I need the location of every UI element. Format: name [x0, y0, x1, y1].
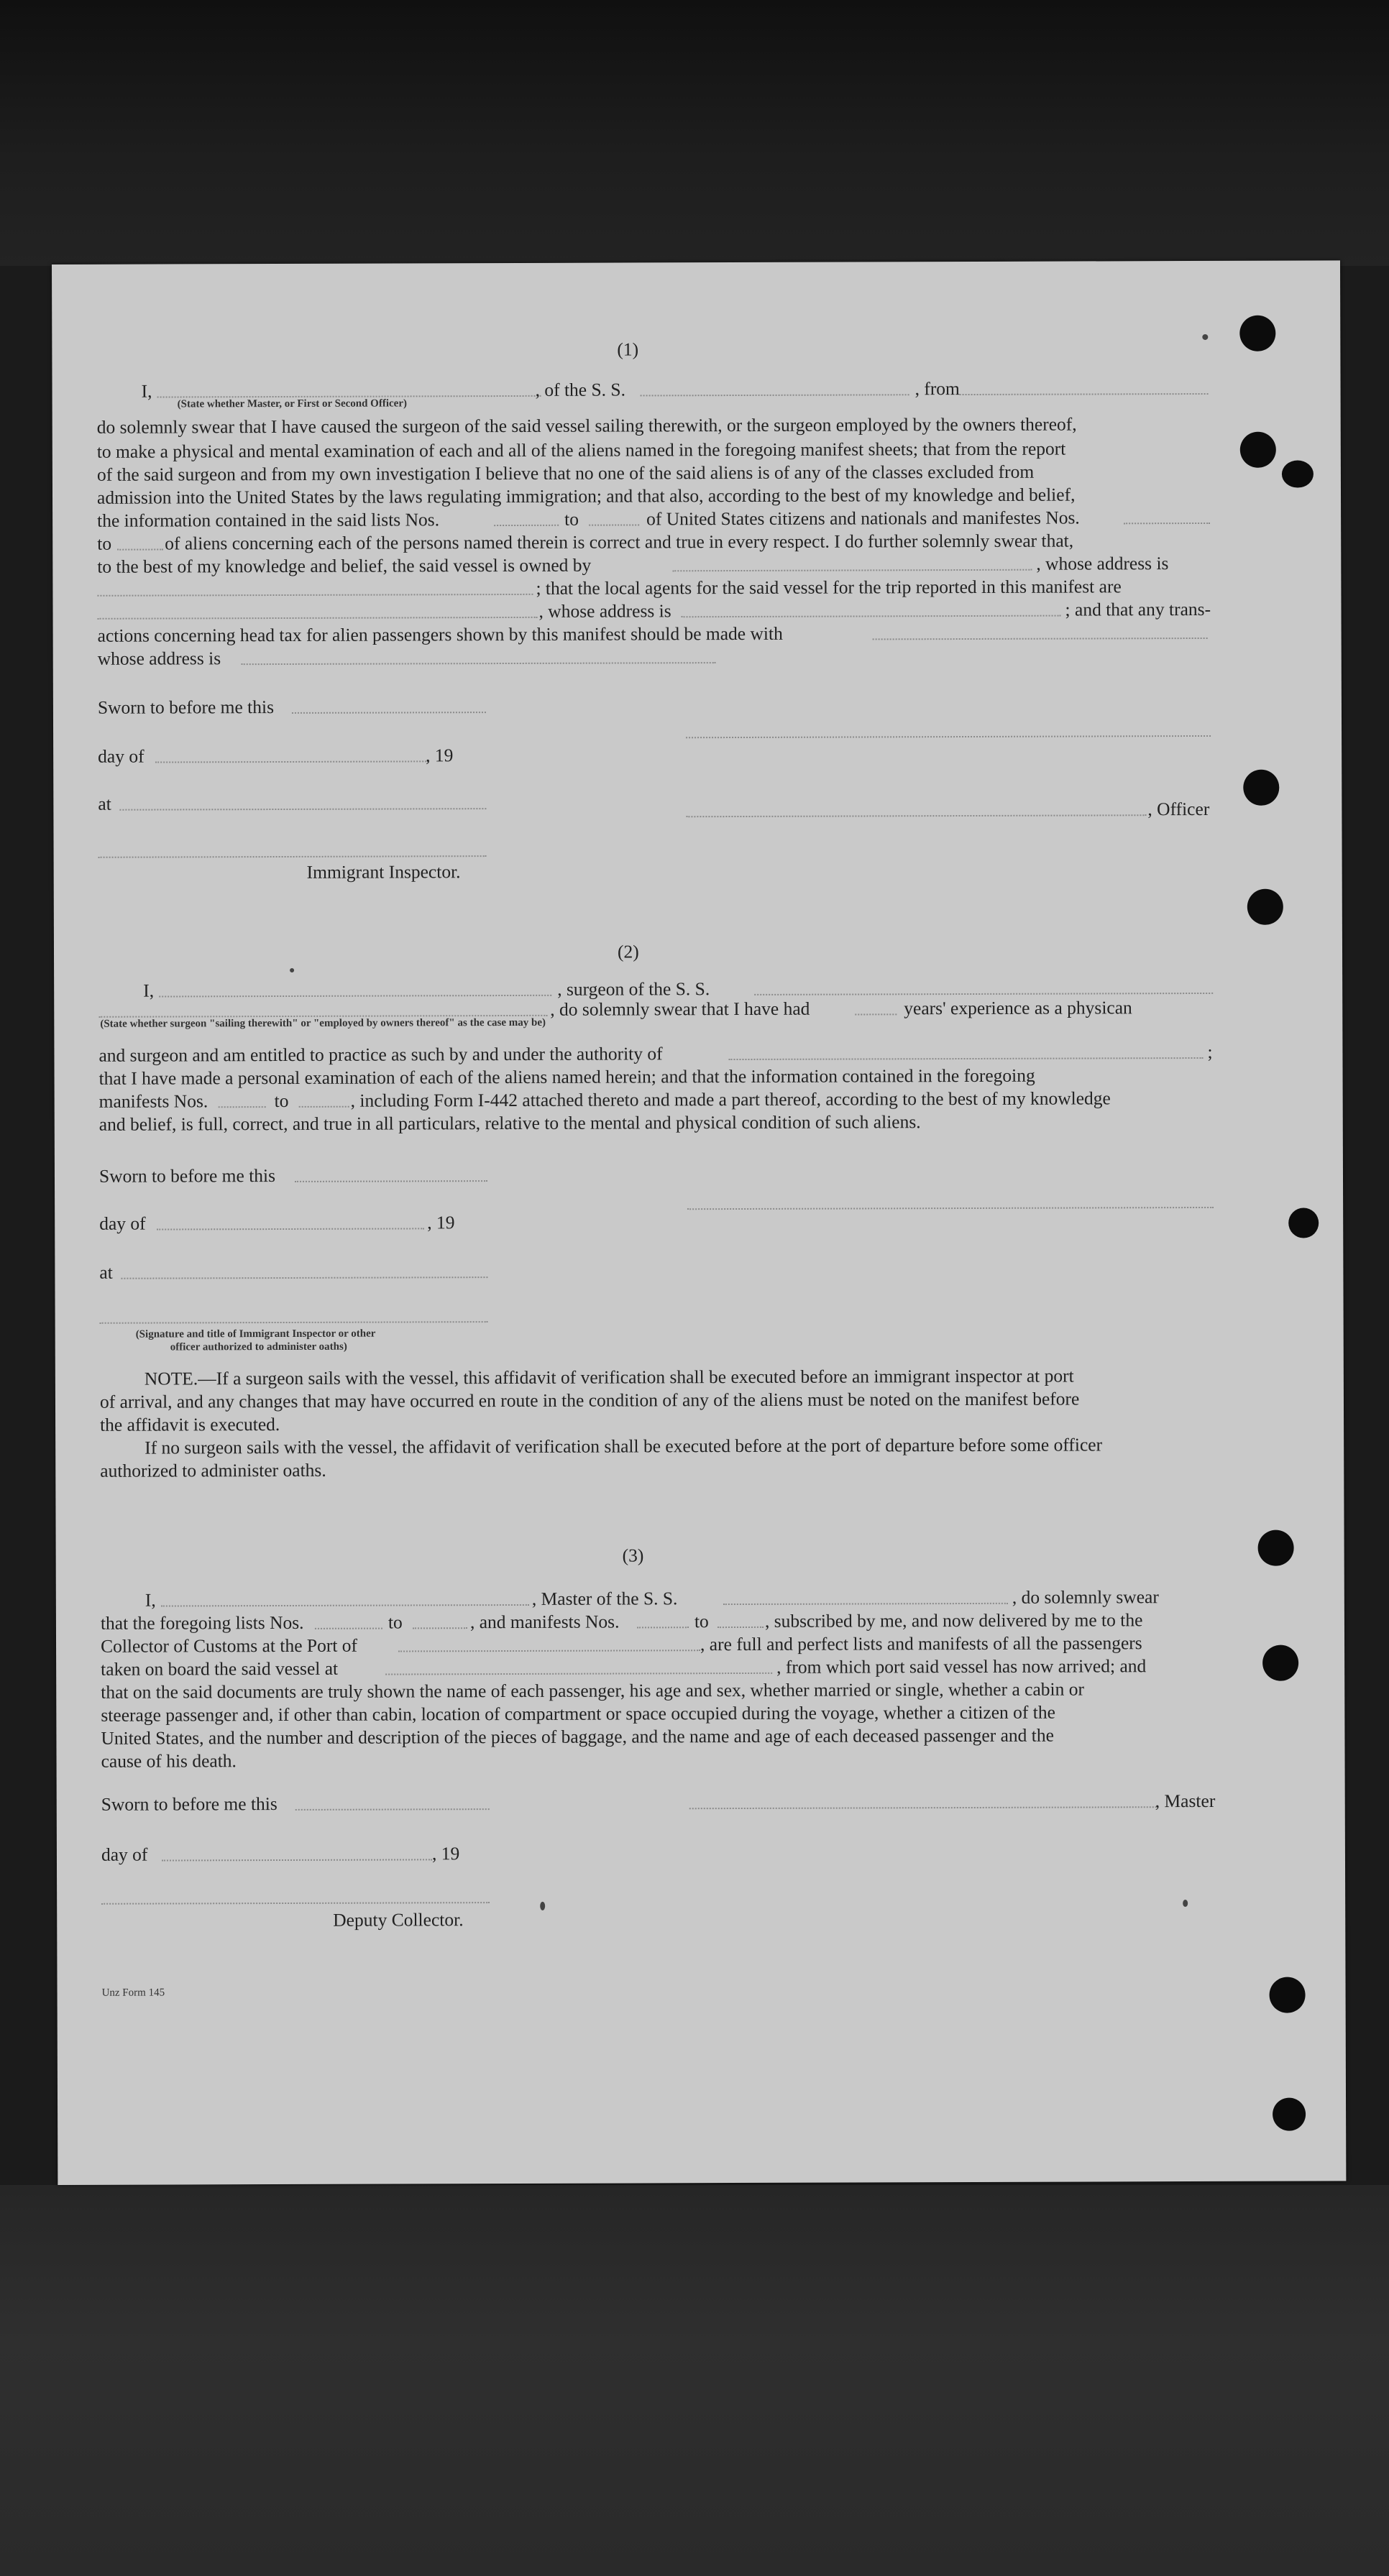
punch-hole-icon — [1282, 460, 1314, 487]
punch-hole-icon — [1247, 889, 1283, 925]
surgeon-note: the affidavit is executed. — [100, 1414, 280, 1435]
oath-3-body: cause of his death. — [101, 1750, 237, 1772]
oath-3-body: that on the said documents are truly shown the name of each passenger, his age and sex, whether married or single, whether a cabin or — [101, 1678, 1085, 1703]
blank-line — [295, 1180, 487, 1182]
oath-1-address-label: , whose address is — [538, 600, 671, 622]
blank-line — [242, 662, 716, 665]
oath-3-collector-label: Deputy Collector. — [333, 1909, 464, 1931]
oath-2-body: , do solemnly swear that I have had — [550, 998, 810, 1020]
scan-border-top — [0, 0, 1389, 266]
oath-3-body: , and manifests Nos. — [469, 1611, 620, 1633]
oath-2-signature-caption: officer authorized to administer oaths) — [170, 1340, 347, 1353]
blank-line — [728, 1057, 1203, 1060]
oath-1-body: admission into the United States by the laws regulating immigration; and that also, according to the best of my knowledge and belief, — [96, 484, 1076, 508]
oath-1-from-label: , from — [914, 378, 960, 400]
oath-1-body: of aliens concerning each of the persons named therein is correct and true in every respect. I do further solemnly swear that, — [165, 530, 1074, 554]
signature-line — [687, 1207, 1214, 1210]
surgeon-note: If no surgeon sails with the vessel, the affidavit of verification shall be executed before at the port of departure before some officer — [145, 1434, 1103, 1458]
section-3-heading: (3) — [622, 1545, 644, 1566]
punch-hole-icon — [1288, 1208, 1319, 1238]
oath-3-year-label: , 19 — [431, 1843, 460, 1864]
blank-line — [295, 1808, 490, 1811]
oath-2-body: and surgeon and am entitled to practice as such by and under the authority of — [98, 1043, 663, 1066]
oath-3-body: , do solemnly swear — [1012, 1586, 1159, 1608]
oath-2-body: ; — [1207, 1041, 1213, 1062]
oath-3-sworn-label: Sworn to before me this — [101, 1793, 278, 1815]
oath-2-day-label: day of — [99, 1213, 146, 1234]
punch-hole-icon — [1262, 1645, 1298, 1681]
oath-1-body: ; that the local agents for the said vessel for the trip reported in this manifest are — [536, 576, 1122, 599]
blank-line — [159, 995, 551, 998]
punch-hole-icon — [1258, 1530, 1294, 1566]
surgeon-note: authorized to administer oaths. — [100, 1459, 326, 1481]
blank-line — [754, 993, 1213, 995]
oath-3-to: to — [694, 1611, 709, 1632]
blank-line — [155, 760, 428, 763]
blank-line — [672, 569, 1032, 572]
oath-3-body: steerage passenger and, if other than cabin, location of compartment or space occupied during the voyage, whether a citizen of the — [101, 1701, 1055, 1726]
blank-line — [718, 1627, 764, 1628]
signature-line — [101, 1902, 490, 1905]
oath-1-body: to make a physical and mental examination of each and all of the aliens named in the foregoing manifest sheets; that from the report — [96, 438, 1066, 462]
oath-1-to: to — [564, 508, 579, 530]
blank-line — [413, 1627, 467, 1629]
oath-3-body: Collector of Customs at the Port of — [100, 1634, 358, 1657]
blank-line — [960, 393, 1209, 395]
oath-2-to: to — [274, 1090, 289, 1112]
oath-1-officer-label: , Officer — [1147, 798, 1210, 820]
signature-line — [98, 855, 487, 858]
surgeon-note: NOTE.—If a surgeon sails with the vessel, this affidavit of verification shall be executed before an immigrant inspector at port — [144, 1365, 1074, 1389]
oath-2-role-caption: (State whether surgeon "sailing therewith" or "employed by owners thereof" as the case may be) — [100, 1016, 546, 1030]
ink-speck — [290, 968, 294, 972]
blank-line — [873, 638, 1208, 640]
section-1-heading: (1) — [617, 339, 639, 360]
oath-2-at-label: at — [99, 1261, 113, 1283]
oath-2-body: years' experience as a physican — [904, 997, 1132, 1019]
blank-line — [315, 1628, 382, 1629]
blank-line — [161, 1604, 529, 1607]
blank-line — [682, 615, 1061, 618]
surgeon-note: of arrival, and any changes that may have occurred en route in the condition of any of the aliens must be noted on the manifest before — [99, 1388, 1080, 1412]
blank-line — [637, 1627, 689, 1628]
oath-3-body: United States, and the number and description of the pieces of baggage, and the name and age of each deceased passenger and the — [101, 1724, 1054, 1749]
oath-2-body: and belief, is full, correct, and true in all particulars, relative to the mental and physical condition of such aliens. — [98, 1111, 921, 1135]
oath-3-body: , subscribed by me, and now delivered by me to the — [764, 1609, 1143, 1632]
blank-line — [494, 525, 559, 526]
punch-hole-icon — [1243, 770, 1279, 806]
oath-1-sworn-label: Sworn to before me this — [97, 696, 275, 718]
oath-1-at-label: at — [98, 793, 111, 814]
oath-3-ship-label: , Master of the S. S. — [531, 1588, 678, 1609]
oath-3-master-label: , Master — [1155, 1790, 1216, 1812]
blank-line — [589, 524, 639, 525]
blank-line — [723, 1603, 1008, 1605]
oath-1-year-label: , 19 — [426, 745, 454, 766]
oath-1-body: ; and that any trans- — [1065, 598, 1211, 620]
punch-hole-icon — [1273, 2098, 1306, 2131]
punch-hole-icon — [1240, 432, 1276, 468]
punch-hole-icon — [1239, 316, 1275, 351]
oath-2-body: that I have made a personal examination of each of the aliens named herein; and that the information contained in the foregoing — [98, 1064, 1035, 1089]
blank-line — [162, 1859, 432, 1861]
ink-speck — [1202, 334, 1208, 340]
blank-line — [385, 1673, 772, 1675]
blank-line — [855, 1013, 897, 1015]
oath-2-body: manifests Nos. — [98, 1090, 208, 1112]
oath-2-ship-label: , surgeon of the S. S. — [557, 978, 710, 1000]
oath-3-to: to — [388, 1611, 403, 1633]
signature-line — [100, 1321, 488, 1324]
blank-line — [97, 594, 533, 597]
form-number: Unz Form 145 — [101, 1987, 165, 1999]
signature-line — [689, 1806, 1157, 1809]
oath-1-day-label: day of — [98, 745, 145, 767]
blank-line — [157, 1228, 424, 1230]
blank-line — [119, 808, 486, 811]
oath-1-to: to — [97, 533, 112, 554]
signature-line — [686, 735, 1211, 738]
oath-1-role-caption: (State whether Master, or First or Second Officer) — [177, 397, 407, 410]
oath-3-intro: I, — [145, 1589, 156, 1611]
oath-1-address-label: , whose address is — [1036, 553, 1169, 574]
oath-1-body: to the best of my knowledge and belief, the said vessel is owned by — [97, 554, 592, 577]
oath-1-address-label: whose address is — [97, 648, 221, 669]
oath-1-intro: I, — [141, 380, 152, 402]
blank-line — [117, 549, 163, 551]
blank-line — [398, 1650, 700, 1652]
oath-1-ship-label: , of the S. S. — [535, 379, 625, 400]
oath-3-body: that the foregoing lists Nos. — [100, 1611, 304, 1634]
oath-1-body: actions concerning head tax for alien passengers shown by this manifest should be made with — [97, 622, 783, 646]
oath-2-year-label: , 19 — [427, 1212, 455, 1233]
oath-1-body: of the said surgeon and from my own investigation I believe that no one of the said aliens is of any of the classes excluded from — [96, 461, 1035, 485]
blank-line — [98, 617, 538, 620]
signature-line — [686, 814, 1146, 817]
section-2-heading: (2) — [617, 941, 639, 962]
oath-2-signature-caption: (Signature and title of Immigrant Inspector or other — [135, 1328, 376, 1340]
oath-3-body: , are full and perfect lists and manifests of all the passengers — [700, 1632, 1142, 1655]
oath-1-inspector-label: Immigrant Inspector. — [306, 861, 461, 883]
blank-line — [219, 1106, 266, 1108]
oath-3-body: taken on board the said vessel at — [101, 1657, 339, 1680]
oath-1-body: the information contained in the said lists Nos. — [97, 509, 440, 531]
blank-line — [299, 1106, 349, 1108]
oath-2-intro: I, — [143, 980, 155, 1001]
blank-line — [292, 712, 486, 714]
ink-speck — [1183, 1900, 1188, 1907]
blank-line — [121, 1276, 487, 1279]
oath-3-day-label: day of — [101, 1844, 148, 1865]
oath-2-body: , including Form I-442 attached thereto and made a part thereof, according to the best of my knowledge — [350, 1087, 1111, 1111]
blank-line — [641, 394, 909, 396]
oath-1-body: of United States citizens and nationals and manifestes Nos. — [646, 507, 1080, 530]
ink-speck — [540, 1902, 545, 1910]
document-page — [52, 260, 1346, 2185]
scan-border-bottom — [0, 2185, 1389, 2576]
punch-hole-icon — [1269, 1977, 1305, 2013]
oath-2-sworn-label: Sworn to before me this — [98, 1165, 276, 1187]
blank-line — [1124, 523, 1210, 524]
oath-1-body: do solemnly swear that I have caused the surgeon of the said vessel sailing therewith, or the surgeon employed by the owners thereof, — [96, 413, 1077, 438]
oath-3-body: , from which port said vessel has now arrived; and — [776, 1655, 1147, 1678]
